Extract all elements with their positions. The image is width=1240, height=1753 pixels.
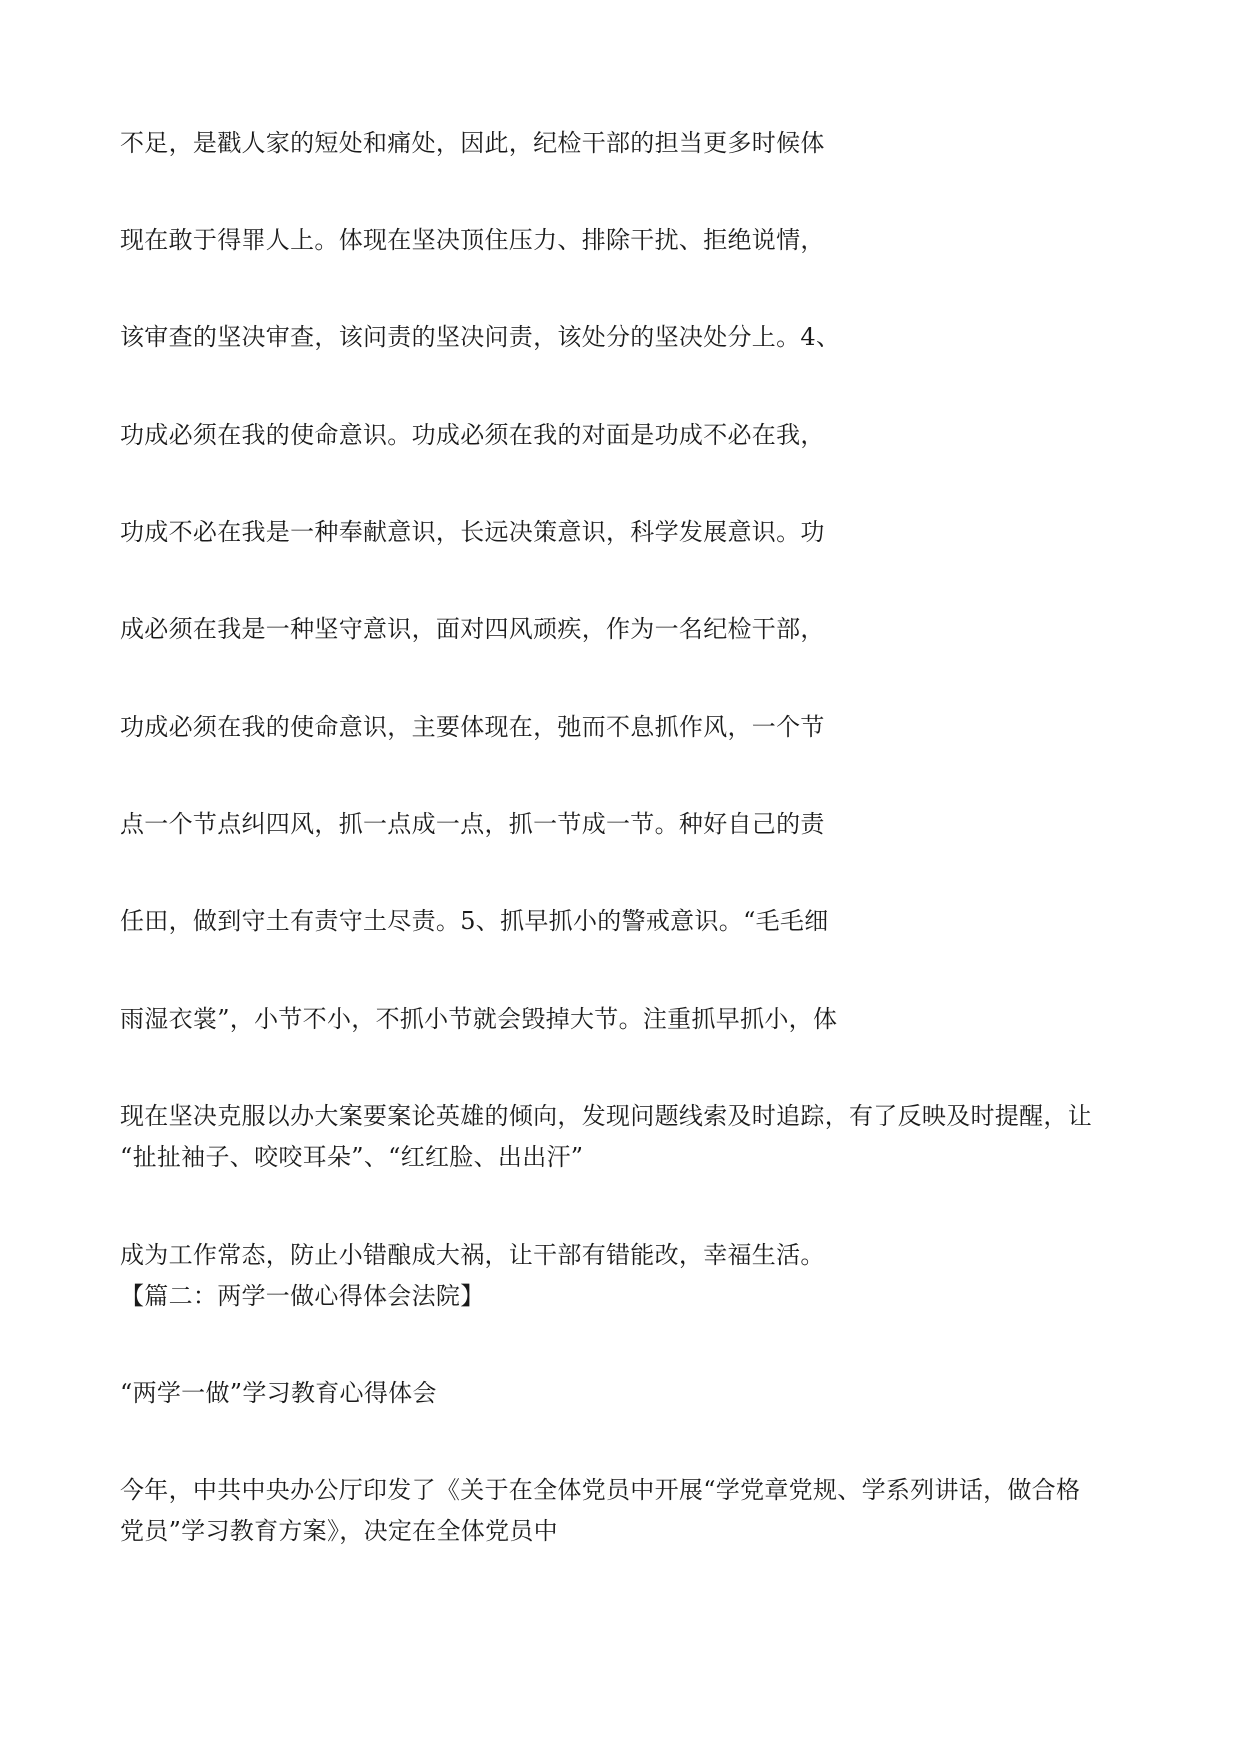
text-line: 党员”学习教育方案》，决定在全体党员中 [120,1517,558,1545]
text-line: 功成必须在我的使命意识。功成必须在我的对面是功成不必在我， [120,421,825,449]
text-line: 现在坚决克服以办大案要案论英雄的倾向，发现问题线索及时追踪，有了反映及时提醒，让 [120,1102,1092,1130]
text-line: 功成必须在我的使命意识，主要体现在，弛而不息抓作风，一个节 [120,713,825,741]
text-line: 今年，中共中央办公厅印发了《关于在全体党员中开展“学党章党规、学系列讲话，做合格 [120,1476,1081,1504]
text-line: 不足，是戳人家的短处和痛处，因此，纪检干部的担当更多时候体 [120,129,825,157]
article-title: “两学一做”学习教育心得体会 [120,1379,437,1407]
text-line: 成必须在我是一种坚守意识，面对四风顽疾，作为一名纪检干部， [120,615,825,643]
section-heading: 【篇二：两学一做心得体会法院】 [120,1282,485,1310]
text-line: 点一个节点纠四风，抓一点成一点，抓一节成一节。种好自己的责 [120,810,825,838]
text-line: 现在敢于得罪人上。体现在坚决顶住压力、排除干扰、拒绝说情， [120,226,825,254]
text-line: “扯扯袖子、咬咬耳朵”、“红红脸、出出汗” [120,1143,584,1171]
text-line: 成为工作常态，防止小错酿成大祸，让干部有错能改，幸福生活。 [120,1241,825,1269]
text-line: 雨湿衣裳”，小节不小，不抓小节就会毁掉大节。注重抓早抓小，体 [120,1005,838,1033]
text-line: 功成不必在我是一种奉献意识，长远决策意识，科学发展意识。功 [120,518,825,546]
text-line: 任田，做到守土有责守土尽责。5、抓早抓小的警戒意识。“毛毛细 [120,907,829,935]
text-line: 该审查的坚决审查，该问责的坚决问责，该处分的坚决处分上。4、 [120,323,841,351]
